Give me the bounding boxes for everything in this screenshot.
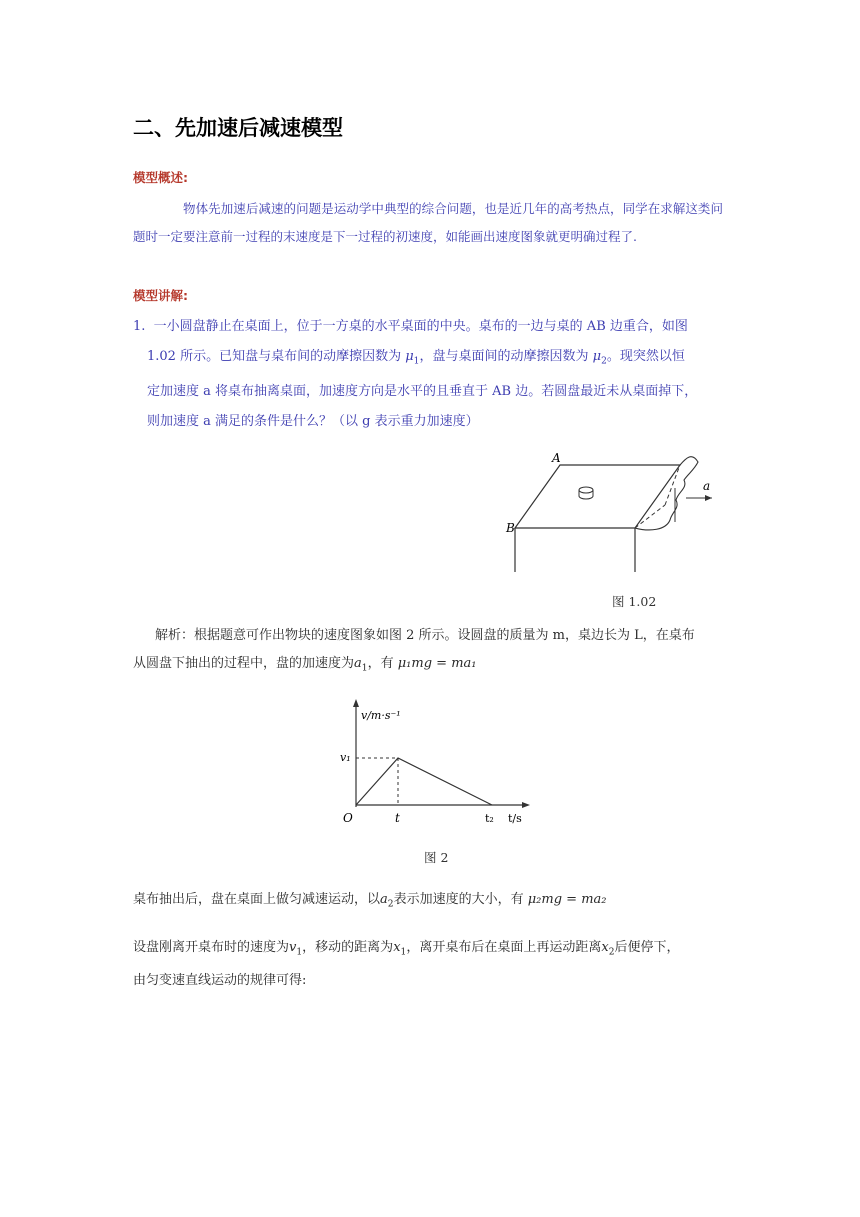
- a2-subscript: 2: [387, 899, 394, 910]
- t-label: t: [395, 811, 400, 825]
- mu2-subscript: 2: [601, 356, 607, 367]
- v-axis-label: v/m·s⁻¹: [361, 709, 401, 722]
- v1-label: v₁: [340, 751, 351, 764]
- problem-line-1: [133, 312, 727, 342]
- label-a-corner: A: [552, 451, 561, 465]
- v1-subscript: 1: [296, 947, 303, 958]
- problem-line-2b: ，盘与桌面间的动摩擦因数为: [419, 349, 589, 364]
- final-line-1b: ，移动的距离为: [302, 940, 394, 955]
- overview-heading: 模型概述:: [133, 170, 188, 185]
- final-text: [133, 934, 727, 995]
- v-axis-arrowhead: [353, 699, 359, 707]
- table-top: [515, 465, 680, 528]
- overview-text: 物体先加速后减速的问题是运动学中典型的综合问题，也是近几年的高考热点，同学在求解这类问题时一定要注意前一过程的末速度是下一过程的初速度，如能画出速度图象就更明确过程了.: [133, 201, 723, 244]
- explain-heading: 模型讲解:: [133, 288, 188, 303]
- table-figure: [500, 440, 720, 580]
- analysis-text: [133, 622, 723, 683]
- problem-line-2: [133, 342, 727, 377]
- analysis-line-2: [133, 650, 723, 683]
- label-b-corner: B: [506, 521, 515, 535]
- a1-subscript: 1: [361, 663, 368, 674]
- disc-top: [579, 487, 593, 493]
- v1-symbol: v: [289, 940, 297, 955]
- after-line-1b: 表示加速度的大小，有: [393, 892, 524, 907]
- mu2-symbol: μ: [592, 349, 602, 364]
- final-line-2: 由匀变速直线运动的规律可得:: [133, 972, 307, 988]
- problem-line-3: 定加速度 a 将桌布抽离桌面，加速度方向是水平的且垂直于 AB 边。若圆盘最近未从桌面掉下，: [147, 383, 698, 399]
- problem-line-4: 则加速度 a 满足的条件是什么？（以 g 表示重力加速度）: [147, 413, 479, 429]
- equation-1: μ₁mg = ma₁: [397, 656, 477, 671]
- after-line-1a: 桌布抽出后，盘在桌面上做匀减速运动，以: [133, 892, 381, 907]
- a1-symbol: a: [354, 656, 362, 671]
- label-acceleration: a: [703, 479, 711, 493]
- velocity-time-graph: [325, 695, 540, 830]
- acceleration-arrowhead: [705, 495, 712, 501]
- final-line-1c: ，离开桌布后在桌面上再运动距离: [406, 940, 602, 955]
- mu1-symbol: μ: [405, 349, 414, 364]
- overview-paragraph: [133, 195, 723, 251]
- x1-symbol: x: [393, 940, 401, 955]
- t-axis-arrowhead: [522, 802, 530, 808]
- page-title: 二、先加速后减速模型: [133, 116, 343, 140]
- problem-line-2c: 。现突然以恒: [606, 349, 685, 364]
- equation-2: μ₂mg = ma₂: [527, 892, 607, 907]
- problem-line-2a: 1.02 所示。已知盘与桌布间的动摩擦因数为: [147, 349, 402, 364]
- figure2-caption: 图 2: [424, 850, 449, 865]
- t-unit-label: t/s: [508, 812, 522, 825]
- x2-subscript: 2: [608, 947, 615, 958]
- after-text: [133, 886, 723, 919]
- cloth-edge-dashed-2: [665, 465, 680, 505]
- mu1-subscript: 1: [413, 356, 420, 367]
- origin-label: O: [343, 811, 353, 825]
- cloth-edge-dashed: [635, 505, 665, 528]
- analysis-line-2a: 从圆盘下抽出的过程中，盘的加速度为: [133, 656, 355, 671]
- analysis-line-1: 解析：根据题意可作出物块的速度图象如图 2 所示。设圆盘的质量为 m，桌边长为 L，在桌布: [155, 628, 695, 643]
- problem-number: 1.: [133, 319, 146, 334]
- problem-text: [133, 312, 727, 437]
- analysis-line-2b: ，有: [367, 656, 394, 671]
- final-line-1a: 设盘刚离开桌布时的速度为: [133, 940, 290, 955]
- t2-label: t₂: [485, 812, 494, 825]
- tablecloth-curl: [635, 457, 698, 530]
- final-line-1d: 后便停下，: [614, 940, 680, 955]
- x2-symbol: x: [601, 940, 609, 955]
- final-line-1: [133, 934, 727, 967]
- problem-line-1-text: 一小圆盘静止在桌面上，位于一方桌的水平桌面的中央。桌布的一边与桌的 AB 边重合，如图: [153, 319, 688, 334]
- figure1-caption: 图 1.02: [612, 594, 657, 609]
- a2-symbol: a: [380, 892, 388, 907]
- velocity-line: [356, 758, 492, 805]
- x1-subscript: 1: [400, 947, 407, 958]
